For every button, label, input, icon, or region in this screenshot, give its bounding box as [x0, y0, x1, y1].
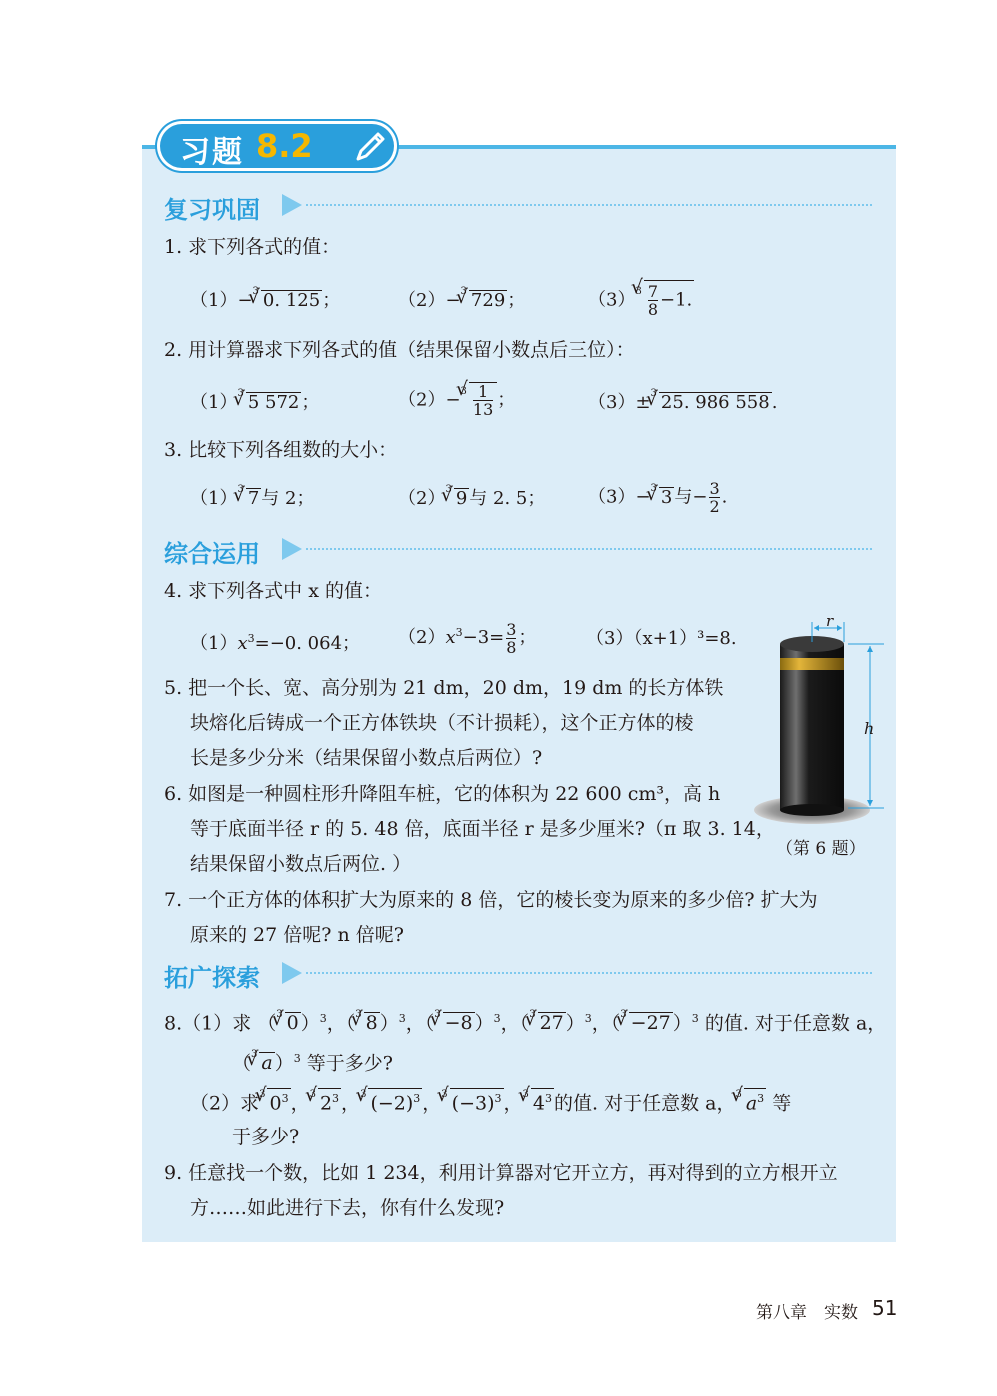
- q3-frac-num: 3: [709, 479, 720, 498]
- section-divider: [306, 972, 872, 974]
- q3-a1: 与 2；: [261, 488, 315, 509]
- q1-radicand-2: √ 729: [469, 290, 507, 311]
- label-h: h: [864, 719, 875, 738]
- q2-radicand-3: √ 25. 986 558: [659, 392, 772, 413]
- q3-a2: 与 2. 5；: [469, 488, 546, 509]
- q8-l3a: （2）求: [190, 1092, 260, 1115]
- q3-stem: 3. 比较下列各组数的大小：: [164, 439, 398, 461]
- q3-part1: $(1)^3√$ 7 与 2；: [190, 486, 314, 515]
- q5-line3: 长是多少分米（结果保留小数点后两位）?: [190, 747, 543, 769]
- q8-l3b: 的值. 对于任意数 a，: [554, 1092, 736, 1115]
- q2-part3: （3）±$^3$√ 25. 986 558 .: [588, 390, 777, 419]
- label-r: r: [826, 612, 834, 630]
- q3-part3: （3）−$^3$√ 3 与− $\frac{3}{2}$ .: [588, 480, 727, 515]
- arrow-icon: [282, 194, 302, 216]
- q1-part1: （1）−$^3$√ 0. 125 ；: [190, 288, 340, 317]
- q1-rest: −1.: [660, 289, 693, 311]
- q8-l1b: 的值. 对于任意数 a，: [704, 1012, 887, 1035]
- section-review: [164, 190, 260, 224]
- q3-part2: $(2)^3√$ 9 与 2. 5；: [398, 486, 545, 515]
- q4-stem: 4. 求下列各式中 x 的值：: [164, 580, 382, 602]
- section-explore-label: 拓广探索: [164, 964, 260, 992]
- section-apply-label: 综合运用: [164, 540, 260, 568]
- q7-line1: 7. 一个正方体的体积扩大为原来的 8 倍，它的棱长变为原来的多少倍? 扩大为: [164, 889, 818, 911]
- arrow-icon: [282, 962, 302, 984]
- q2-radicand-1: √ 5 572: [246, 392, 302, 413]
- q1-frac-den: 8: [647, 300, 659, 319]
- q4-e1: =−0. 064；: [254, 633, 361, 654]
- q4-part2: $(2)x^3-3=$ $\frac{3}{8}$ ；: [398, 619, 537, 657]
- q2-stem: 2. 用计算器求下列各式的值（结果保留小数点后三位）：: [164, 339, 635, 361]
- q4-frac-num: 3: [506, 619, 517, 639]
- section-explore: [164, 958, 260, 992]
- arrow-icon: [282, 538, 302, 560]
- q4-e2: −3=: [462, 627, 505, 648]
- q2-part2: （2）−$^3$ √ $\frac{1}{13}$ ；: [398, 382, 515, 418]
- q4-part1: $(1)x^3=-0$. 064；: [190, 632, 361, 654]
- q7-line2: 原来的 27 倍呢? n 倍呢?: [190, 924, 404, 946]
- q4-part3: （3）（x+1）³=8.: [586, 628, 737, 649]
- q2-frac-num: √ 1: [478, 382, 489, 401]
- q8-l3c: 等: [772, 1092, 792, 1115]
- q8-l2: 等于多少?: [306, 1052, 393, 1075]
- section-apply: [164, 534, 260, 568]
- q4-e3: （x+1）³=8.: [633, 628, 737, 649]
- pencil-icon: [350, 127, 390, 167]
- q3-frac-den: 2: [709, 497, 720, 516]
- q5-line2: 块熔化后铸成一个正方体铁块（不计损耗），这个正方体的棱: [190, 712, 694, 734]
- q8-l1a: 8.（1）求: [164, 1012, 252, 1035]
- q1-radicand-1: √ 0. 125: [261, 290, 322, 311]
- q6-line1: 6. 如图是一种圆柱形升降阻车桩，它的体积为 22 600 cm³，高 h: [164, 783, 721, 805]
- q8-line1: 8.（1）求 （$^3$√ 0 ）$^3$，（$^3$√ 8 ）$^3$，（$^3$√ −8 ）$^3$，（$^3$√ 27 ）$^3$，（$^3$√ −27 ）$^3$ 的值. 对于任意数 a，: [164, 1006, 886, 1040]
- section-review-label: 复习巩固: [164, 196, 260, 224]
- q1-part3: $(3)^3$ √ $\frac{7}{8}$ −1.: [588, 280, 694, 318]
- section-divider: [306, 548, 872, 550]
- q9-line2: 方……如此进行下去，你有什么发现?: [190, 1197, 505, 1219]
- q8-line4: 于多少?: [232, 1126, 300, 1148]
- q8-line2: （$^3$√ a ）$^3$ 等于多少?: [232, 1046, 393, 1080]
- q2-part1: $(1)^3√$ 5 572 ；: [190, 390, 319, 419]
- exercise-title: 习题: [180, 135, 244, 170]
- q9-line1: 9. 任意找一个数，比如 1 234，利用计算器对它开立方，再对得到的立方根开立: [164, 1162, 838, 1184]
- q1-stem: 1. 求下列各式的值：: [164, 236, 341, 258]
- page-number: 51: [872, 1296, 898, 1320]
- exercise-number: 8.2: [256, 127, 313, 165]
- q3-a3: 与−: [674, 486, 708, 508]
- chapter-footer: 第八章 实数: [756, 1303, 858, 1323]
- q1-part2: （2）−$^3$√ 729 ；: [398, 288, 525, 317]
- section-divider: [306, 204, 872, 206]
- q5-line1: 5. 把一个长、宽、高分别为 21 dm，20 dm，19 dm 的长方体铁: [164, 677, 724, 699]
- q6-line3: 结果保留小数点后两位. ）: [190, 853, 412, 875]
- figure-caption: （第 6 题）: [776, 839, 866, 859]
- q4-frac-den: 8: [506, 637, 517, 657]
- q6-line2: 等于底面半径 r 的 5. 48 倍，底面半径 r 是多少厘米?（π 取 3. 14，: [190, 818, 775, 840]
- q8-line3: （2）求$^3$√ $0^3$ ，$^3$√ $2^3$ ，$^3$√ $(-2)^3$ ，$^3$√ $(-3)^3$ ，$^3$√ $4^3$ 的值. 对于任意数 a，$^3$√ $a^3$ 等: [190, 1088, 791, 1120]
- bollard-band: [780, 658, 844, 670]
- q2-frac-den: 13: [472, 400, 494, 419]
- q1-frac-num: √ 7: [647, 282, 659, 301]
